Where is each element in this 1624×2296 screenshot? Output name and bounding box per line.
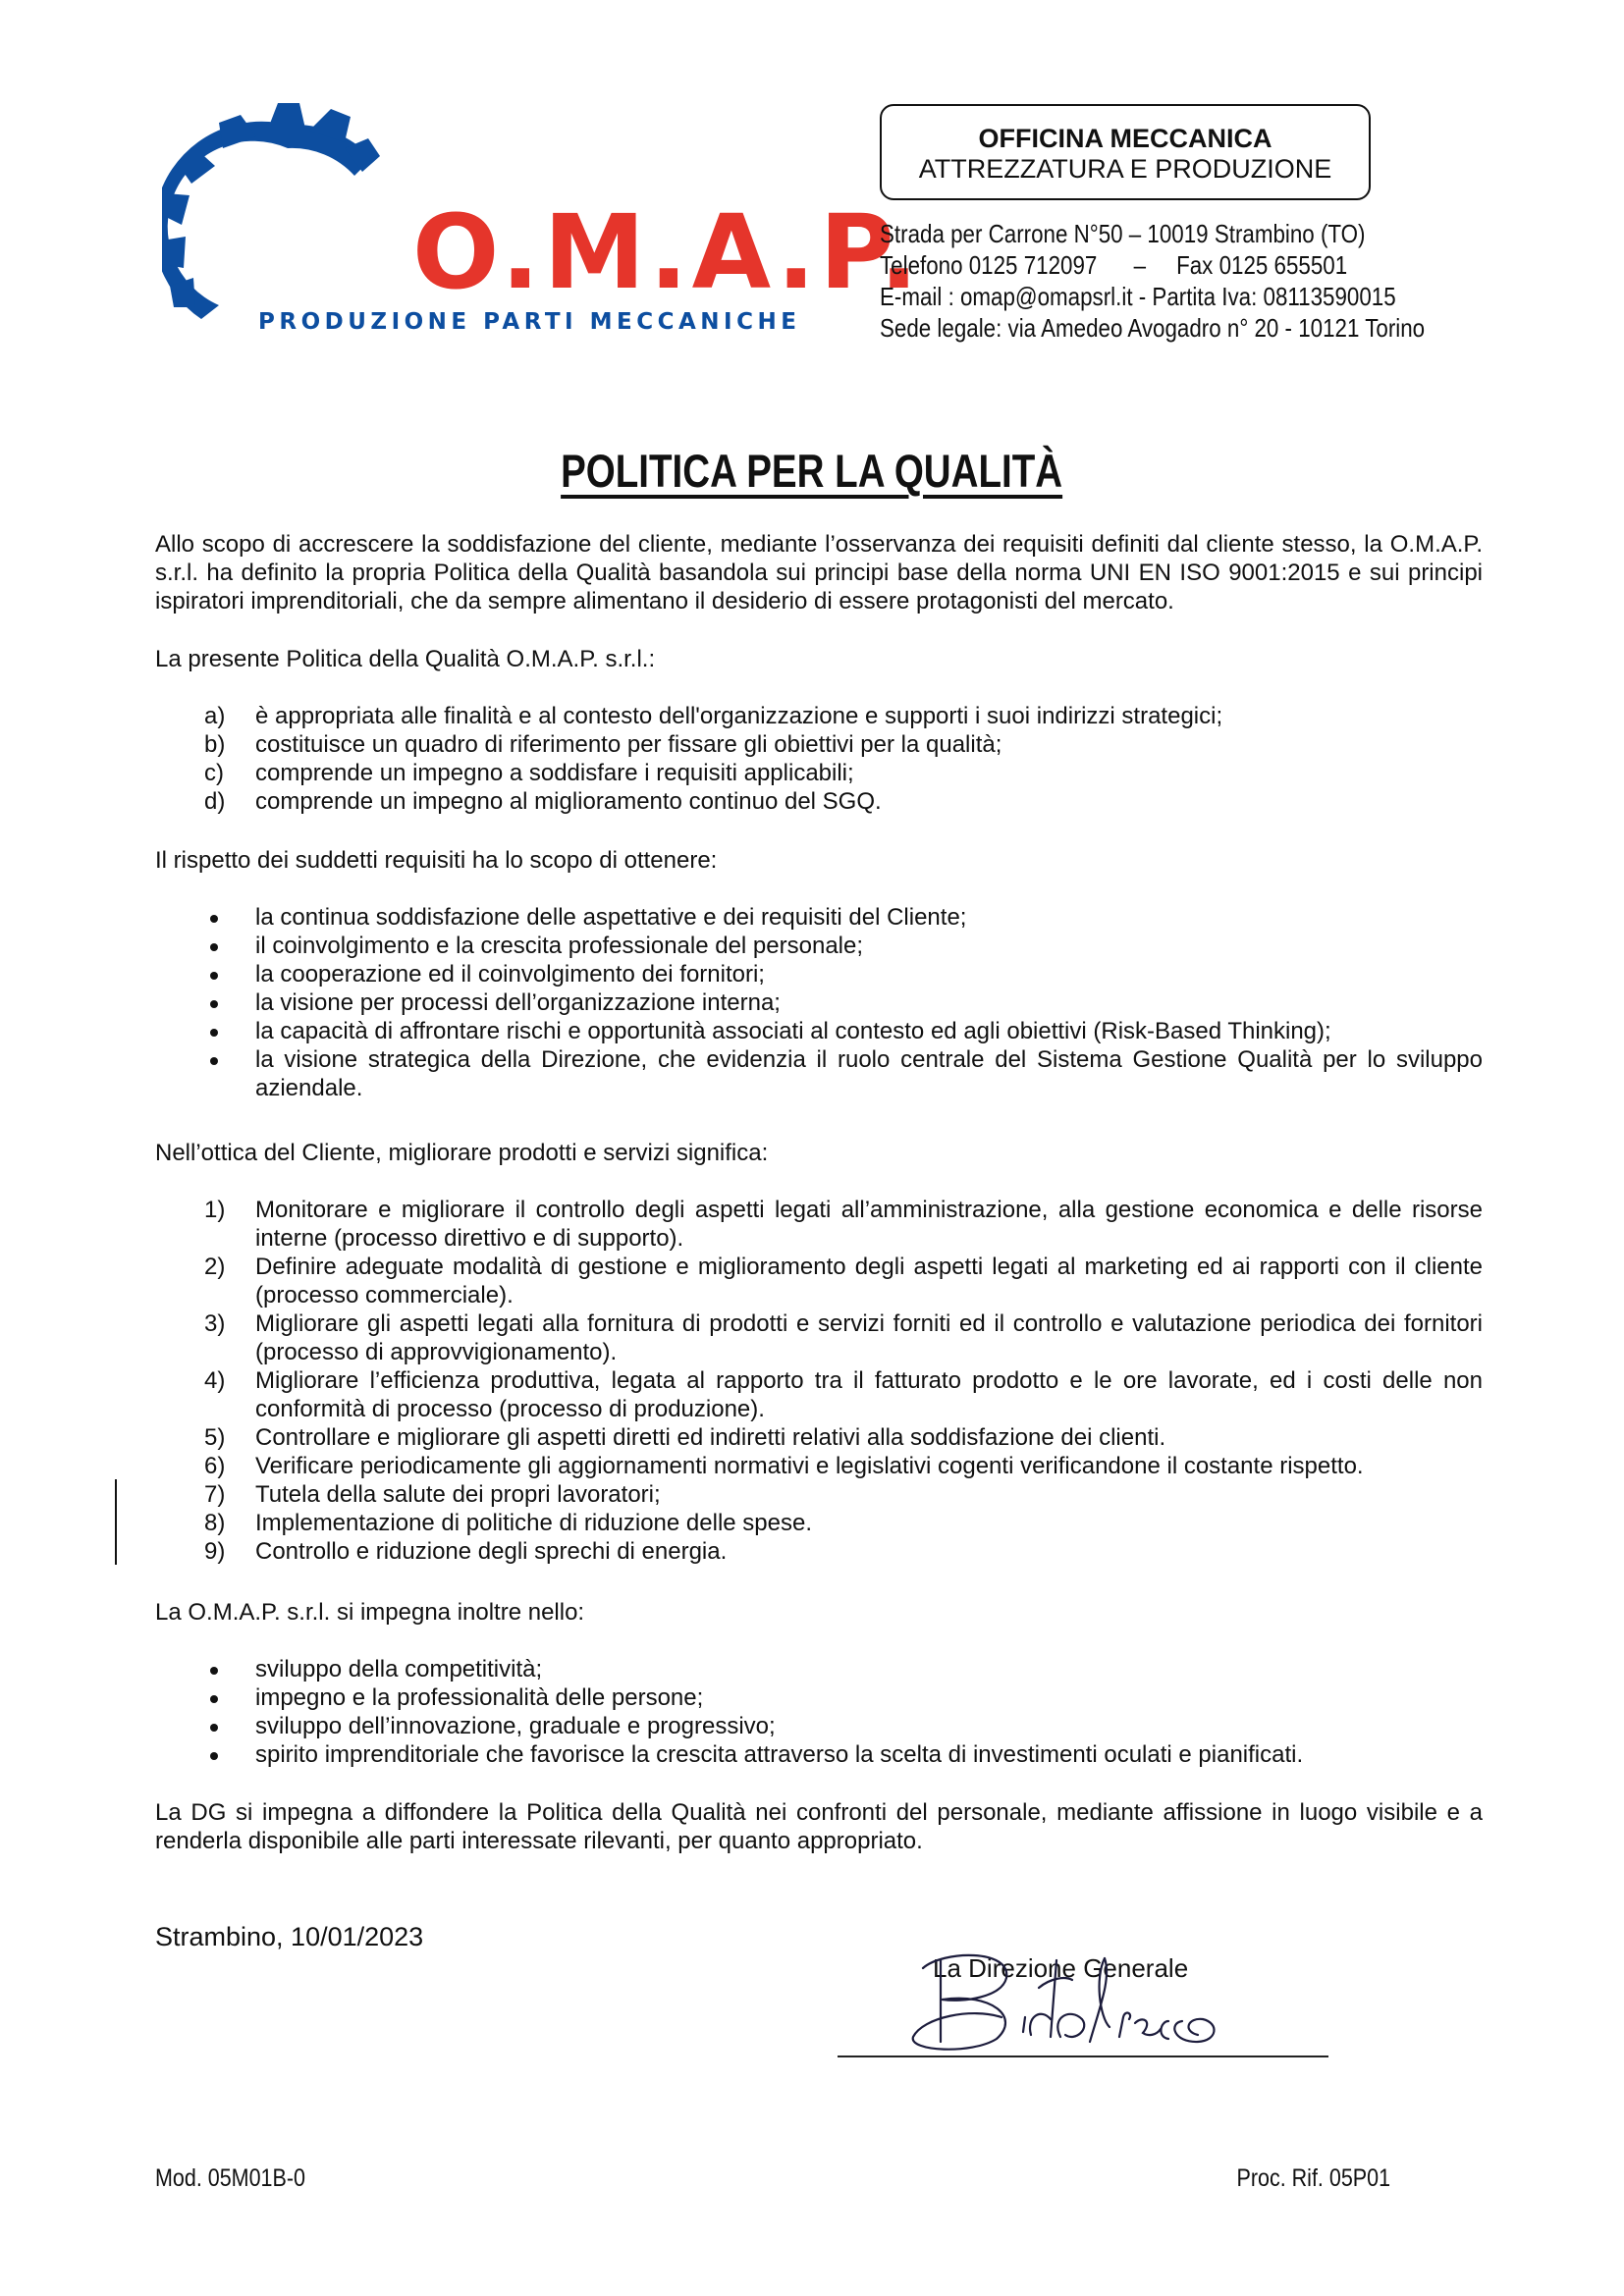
title-text: POLITICA PER LA QUALITÀ [561, 445, 1063, 497]
legal-seat-line: Sede legale: via Amedeo Avogadro n° 20 - 10121 Torino [880, 313, 1426, 343]
bullet-icon [210, 1057, 218, 1065]
list-item: spirito imprenditoriale che favorisce la crescita attraverso la scelta di investimenti oculati e pianificati. [155, 1740, 1483, 1769]
list-item: 5) Controllare e migliorare gli aspetti diretti ed indiretti relativi alla soddisfazione dei clienti. [204, 1424, 1166, 1451]
company-logo [162, 103, 923, 358]
section-lead: Il rispetto dei suddetti requisiti ha lo scopo di ottenere: [155, 847, 718, 874]
revision-change-bar [115, 1479, 117, 1565]
section-lead: Nell’ottica del Cliente, migliorare prodotti e servizi significa: [155, 1140, 769, 1166]
list-item: 1) Monitorare e migliorare il controllo degli aspetti legati all’amministrazione, alla gestione economica e delle risorse interne (processo direttivo e di supporto). [204, 1197, 1483, 1252]
section-lead: La O.M.A.P. s.r.l. si impegna inoltre nello: [155, 1599, 585, 1626]
bullet-icon [210, 972, 218, 980]
bullet-icon [210, 1000, 218, 1008]
bullet-icon [210, 915, 218, 923]
signer-label: La Direzione Generale [933, 1953, 1189, 1983]
email-vat-line: E-mail : omap@omapsrl.it - Partita Iva: 08113590015 [880, 282, 1396, 311]
bullet-icon [210, 1752, 218, 1760]
numbered-list [155, 1196, 1483, 1566]
closing-paragraph [155, 1798, 1483, 1855]
section-lead: La presente Politica della Qualità O.M.A.P. s.r.l.: [155, 646, 656, 672]
logo-tagline: PRODUZIONE PARTI MECCANICHE [258, 309, 801, 335]
bullet-icon [210, 1667, 218, 1675]
phone-fax-line: Telefono 0125 712097 – Fax 0125 655501 [880, 250, 1348, 280]
list-item: a) è appropriata alle finalità e al contesto dell'organizzazione e supporti i suoi indirizzi strategici; [204, 703, 1223, 729]
list-item: la capacità di affrontare rischi e opportunità associati al contesto ed agli obiettivi (Risk-Based Thinking); [155, 1017, 1483, 1045]
place-date: Strambino, 10/01/2023 [155, 1922, 424, 1951]
list-item: la visione per processi dell’organizzazione interna; [155, 988, 1483, 1017]
company-address [880, 218, 1425, 344]
section-objectives [155, 846, 1483, 1102]
list-item: d) comprende un impegno al miglioramento continuo del SGQ. [204, 788, 882, 815]
list-item: b) costituisce un quadro di riferimento per fissare gli obiettivi per la qualità; [204, 731, 1002, 758]
list-item: 6) Verificare periodicamente gli aggiornamenti normativi e legislativi cogenti verificandone il costante rispetto. [204, 1453, 1364, 1479]
list-item: 7) Tutela della salute dei propri lavoratori; [204, 1481, 661, 1508]
list-item: la continua soddisfazione delle aspettative e dei requisiti del Cliente; [155, 903, 1483, 932]
bullet-icon [210, 1724, 218, 1732]
bullet-list [155, 903, 1483, 1102]
handwritten-signature [903, 1949, 1257, 2056]
list-item: 9) Controllo e riduzione degli sprechi di energia. [204, 1538, 728, 1565]
list-item: sviluppo della competitività; [155, 1655, 1483, 1683]
section-policy-properties [155, 645, 1483, 816]
header-line-2: ATTREZZATURA E PRODUZIONE [918, 154, 1332, 184]
logo-wordmark: O.M.A.P. [412, 192, 923, 312]
intro-text: Allo scopo di accrescere la soddisfazione del cliente, mediante l’osservanza dei requisiti definiti dal cliente stesso, la O.M.A.P. s.r.l. ha definito la propria Politica della Qualità basandola sui principi base della norma UNI EN ISO 9001:2015 e sui principi ispiratori imprenditoriali, che da sempre alimentano il desiderio di essere protagonisti del mercato. [155, 531, 1483, 614]
bullet-icon [210, 943, 218, 951]
closing-text: La DG si impegna a diffondere la Politica della Qualità nei confronti del personale, mediante affissione in luogo visibile e a renderla disponibile alle parti interessate rilevanti, per quanto appropriato. [155, 1799, 1483, 1854]
list-item: il coinvolgimento e la crescita professionale del personale; [155, 932, 1483, 960]
list-item: 4) Migliorare l’efficienza produttiva, legata al rapporto tra il fatturato prodotto e le ore lavorate, ed i costi delle non conformità di processo (processo di produzione). [204, 1367, 1483, 1422]
list-item: impegno e la professionalità delle persone; [155, 1683, 1483, 1712]
list-item: la visione strategica della Direzione, che evidenzia il ruolo centrale del Sistema Gestione Qualità per lo sviluppo aziendale. [155, 1045, 1483, 1102]
bullet-list [155, 1655, 1483, 1769]
lettered-list [155, 702, 1483, 816]
list-item: c) comprende un impegno a soddisfare i requisiti applicabili; [204, 760, 854, 786]
section-commitments [155, 1598, 1483, 1769]
document-title [0, 444, 1624, 498]
bullet-icon [210, 1029, 218, 1037]
list-item: 8) Implementazione di politiche di riduzione delle spese. [204, 1510, 812, 1536]
company-header-box [880, 104, 1371, 200]
list-item: 2) Definire adeguate modalità di gestione e miglioramento degli aspetti legati al marketing ed ai rapporti con il cliente (processo commerciale). [204, 1254, 1483, 1308]
address-line: Strada per Carrone N°50 – 10019 Strambino (TO) [880, 219, 1366, 248]
list-item: la cooperazione ed il coinvolgimento dei fornitori; [155, 960, 1483, 988]
form-code: Mod. 05M01B-0 [155, 2164, 305, 2192]
signature-line [838, 2056, 1328, 2057]
procedure-reference: Proc. Rif. 05P01 [1236, 2164, 1390, 2192]
header-line-1: OFFICINA MECCANICA [978, 124, 1272, 153]
list-item: 3) Migliorare gli aspetti legati alla fornitura di prodotti e servizi forniti ed il controllo e valutazione periodica dei fornitori (processo di approvvigionamento). [204, 1310, 1483, 1365]
list-item: sviluppo dell’innovazione, graduale e progressivo; [155, 1712, 1483, 1740]
bullet-icon [210, 1695, 218, 1703]
intro-paragraph [155, 530, 1483, 615]
section-improvements [155, 1139, 1483, 1566]
